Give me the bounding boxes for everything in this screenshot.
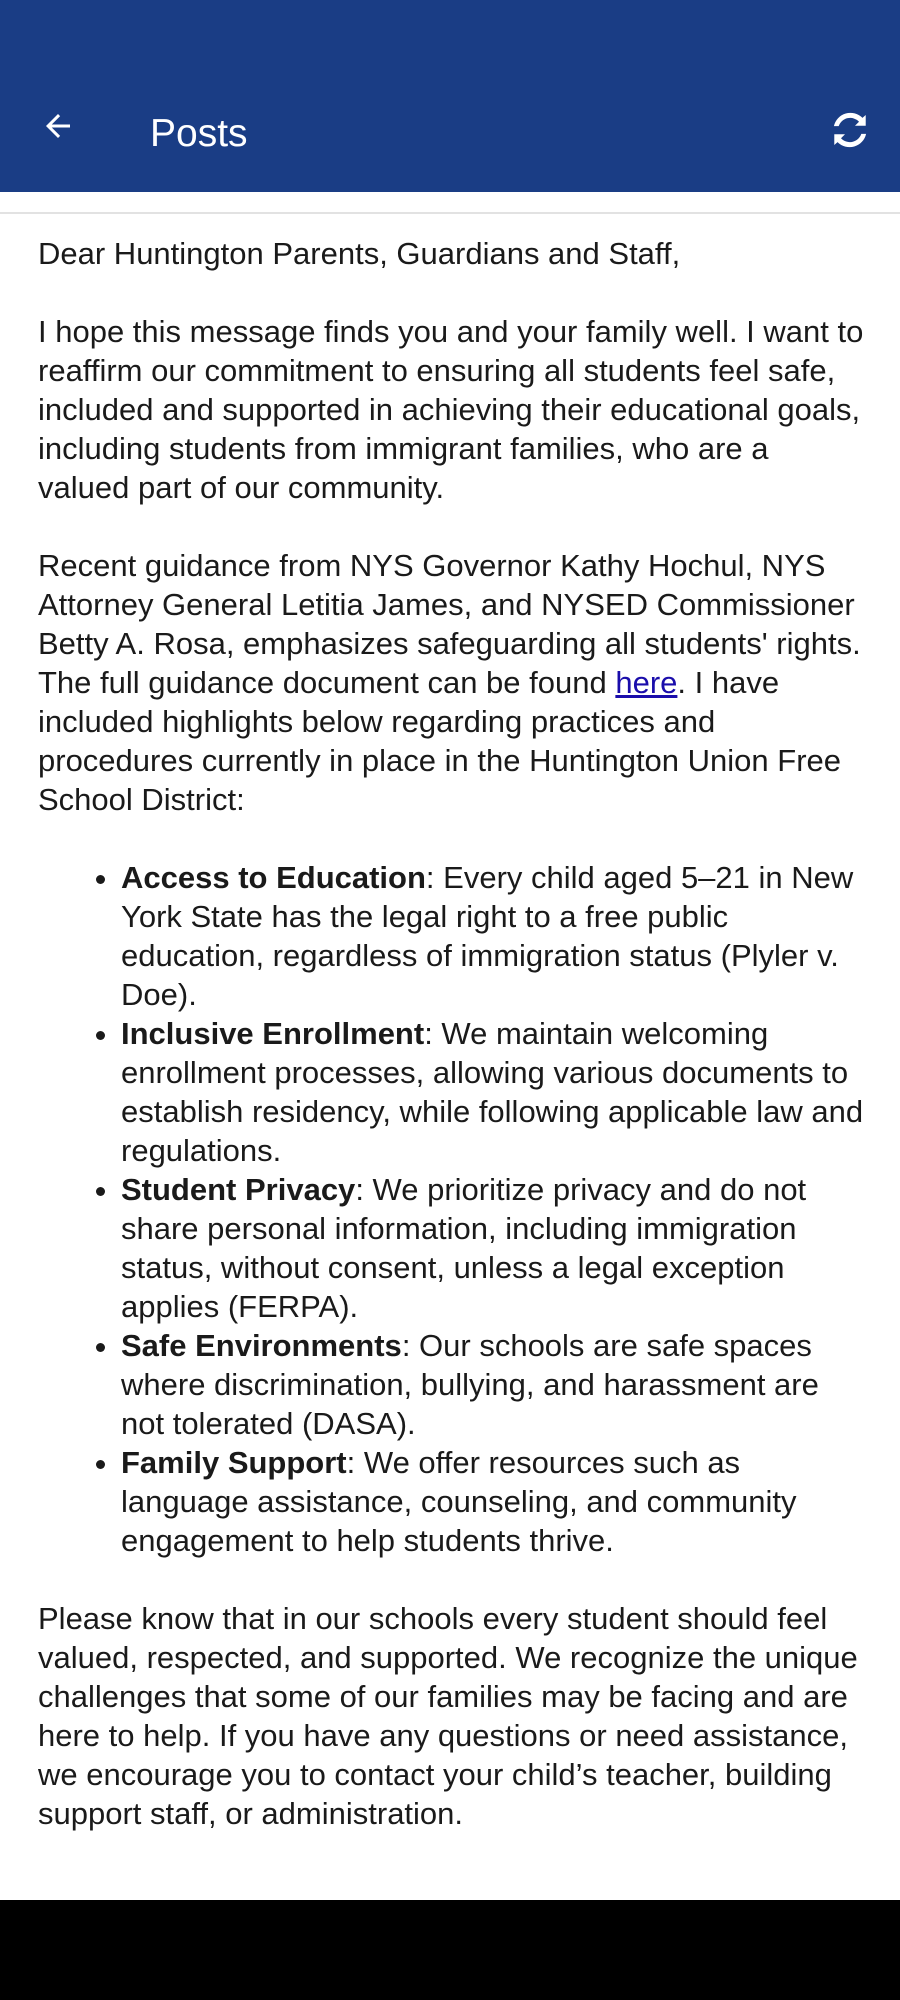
- highlights-list: [38, 858, 868, 1560]
- back-button[interactable]: [36, 106, 80, 150]
- app-bar: [0, 0, 900, 192]
- refresh-icon: [827, 107, 873, 158]
- highlight-text: : We offer resources such as language assistance, counseling, and community engagement to help students thrive.: [121, 1445, 797, 1558]
- list-item: [121, 1443, 868, 1560]
- paragraph-2-text-after: . I have included highlights below regarding practices and procedures currently in place in the Huntington Union Free School District:: [38, 665, 842, 817]
- post-paragraph-1: I hope this message finds you and your family well. I want to reaffirm our commitment to ensuring all students feel safe, included and supported in achieving their educational goals, including students from immigrant families, who are a valued part of our community.: [38, 314, 864, 505]
- highlight-term: Inclusive Enrollment: [121, 1016, 425, 1051]
- system-navigation-bar: [0, 1900, 900, 2000]
- highlight-term: Student Privacy: [121, 1172, 356, 1207]
- header-divider: [0, 192, 900, 214]
- post-paragraph-2: [38, 546, 868, 819]
- guidance-link[interactable]: here: [615, 665, 678, 700]
- post-body: [38, 234, 868, 1872]
- post-greeting: Dear Huntington Parents, Guardians and Staff,: [38, 236, 681, 271]
- list-item: [121, 1170, 868, 1326]
- list-item: [121, 1014, 868, 1170]
- highlight-text: : Every child aged 5–21 in New York State has the legal right to a free public education, regardless of immigration status (Plyler v. Doe).: [121, 860, 854, 1012]
- highlight-term: Access to Education: [121, 860, 426, 895]
- post-closing: Please know that in our schools every student should feel valued, respected, and supported. We recognize the unique challenges that some of our families may be facing and are here to help. If you have any questions or need assistance, we encourage you to contact your child’s teacher, building support staff, or administration.: [38, 1601, 858, 1831]
- page-title: Posts: [150, 112, 248, 155]
- highlight-text: : We prioritize privacy and do not share personal information, including immigration status, without consent, unless a legal exception applies (FERPA).: [121, 1172, 807, 1324]
- list-item: [121, 858, 868, 1014]
- refresh-button[interactable]: [824, 106, 876, 158]
- paragraph-2-text: Recent guidance from NYS Governor Kathy Hochul, NYS Attorney General Letitia James, and NYSED Commissioner Betty A. Rosa, emphasizes safeguarding all students' rights. The full guidance document can be found: [38, 548, 861, 700]
- list-item: [121, 1326, 868, 1443]
- highlight-term: Family Support: [121, 1445, 347, 1480]
- highlight-term: Safe Environments: [121, 1328, 402, 1363]
- arrow-left-icon: [40, 108, 76, 149]
- highlight-text: : Our schools are safe spaces where discrimination, bullying, and harassment are not tolerated (DASA).: [121, 1328, 819, 1441]
- highlight-text: : We maintain welcoming enrollment processes, allowing various documents to establish residency, while following applicable law and regulations.: [121, 1016, 864, 1168]
